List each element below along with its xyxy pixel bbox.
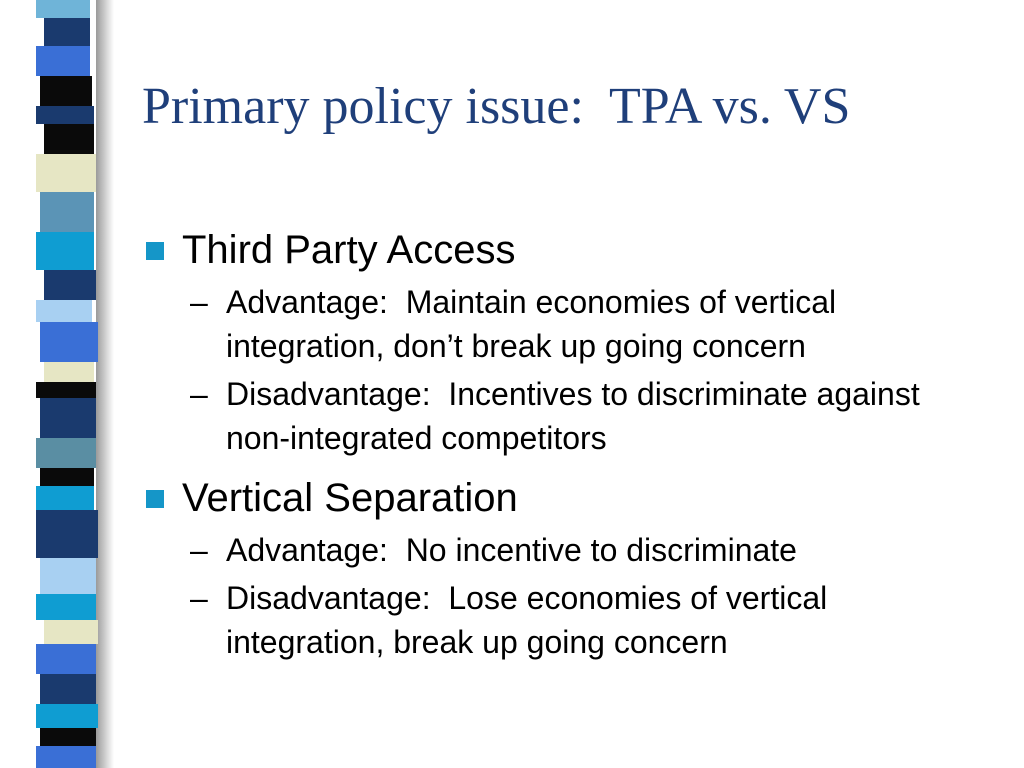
dash-marker: – [190,376,208,412]
stripe-block [36,746,96,768]
sub-bullet-item [190,372,966,460]
sub-bullet-item [190,280,966,368]
sub-bullet-text: Disadvantage: Incentives to discriminate against non-integrated competitors [226,376,929,456]
stripe-block [44,18,90,46]
sub-bullet-text: Advantage: No incentive to discriminate [226,532,797,568]
stripe-block [36,438,96,468]
stripe-block [36,46,90,76]
bullet-text: Vertical Separation [182,476,518,520]
dash-marker: – [190,532,208,568]
bullet-item-third-party-access [146,226,1006,274]
stripe-block [40,558,96,594]
stripe-block [40,728,96,746]
stripe-block [44,270,96,300]
stripe-block [36,382,96,398]
slide-title: Primary policy issue: TPA vs. VS [142,78,851,135]
stripe-block [36,106,94,124]
stripe-block [36,644,96,674]
stripe-block [36,300,92,322]
square-bullet-icon [146,242,164,260]
stripe-block [36,510,98,558]
stripe-block [40,192,94,232]
stripe-block [40,674,96,704]
stripe-block [40,468,94,486]
square-bullet-icon [146,490,164,508]
stripe-block [36,704,98,728]
stripe-block [36,594,96,620]
sub-bullet-item [190,528,966,572]
stripe-block [44,124,94,154]
stripe-block [40,76,92,106]
bullet-text: Third Party Access [182,228,516,272]
stripe-block [40,322,98,362]
sub-bullet-text: Advantage: Maintain economies of vertical integration, don’t break up going concern [226,284,845,364]
stripe-block [36,486,94,510]
stripe-block [40,398,96,438]
stripe-block [44,362,94,382]
dash-marker: – [190,284,208,320]
sub-bullet-item [190,576,966,664]
bullet-item-vertical-separation [146,474,1006,522]
stripe-block [44,620,98,644]
slide-body [146,226,1006,668]
sub-bullet-text: Disadvantage: Lose economies of vertical integration, break up going concern [226,580,837,660]
stripe-block [36,0,90,18]
dash-marker: – [190,580,208,616]
stripe-shadow [96,0,114,768]
stripe-block [36,232,94,270]
stripe-block [36,154,96,192]
